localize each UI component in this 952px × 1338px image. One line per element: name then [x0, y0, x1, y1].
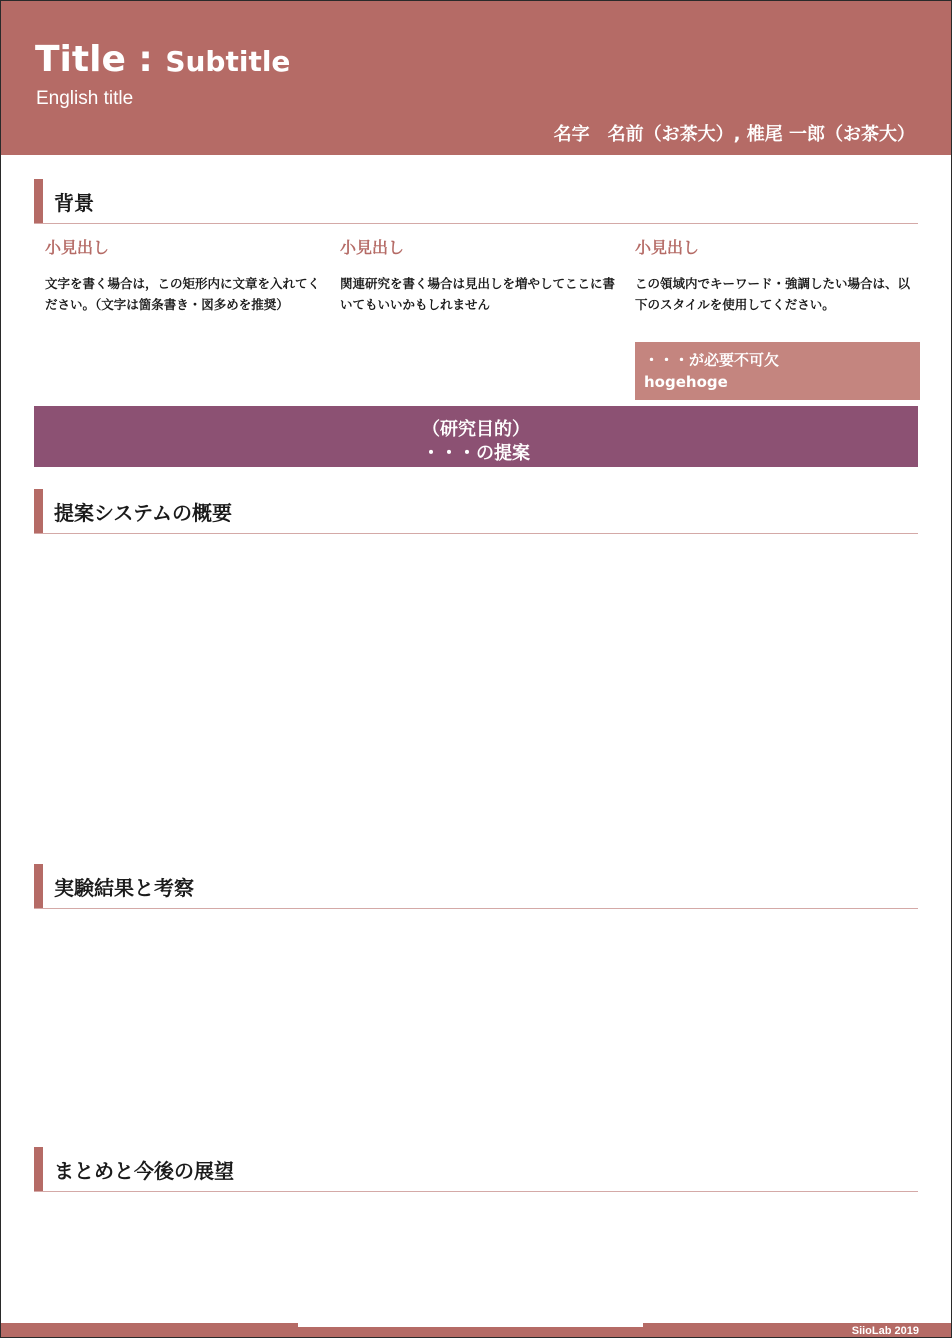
purpose-text: ・・・の提案 — [422, 443, 530, 464]
section-accent-bar — [34, 1147, 43, 1191]
footer-label: SiioLab 2019 — [851, 1325, 919, 1337]
column-subheading: 小見出し — [340, 238, 405, 257]
column-subheading: 小見出し — [45, 238, 110, 257]
english-title: English title — [36, 88, 134, 109]
authors: 名字 名前（お茶大）, 椎尾 一郎（お茶大） — [553, 124, 915, 145]
background-column-1 — [45, 237, 327, 315]
purpose-label: （研究目的） — [422, 419, 530, 440]
keyword-highlight-box — [635, 342, 920, 400]
footer-notch — [298, 1323, 643, 1327]
column-text: 関連研究を書く場合は見出しを増やしてここに書いてもいいかもしれません — [340, 276, 616, 312]
research-purpose-banner — [34, 406, 918, 467]
title-line — [35, 39, 290, 80]
poster-subtitle: Subtitle — [165, 45, 291, 78]
poster-header — [1, 1, 951, 155]
section-heading-conclusion — [34, 1147, 918, 1192]
section-title: 背景 — [54, 191, 94, 215]
background-column-3 — [635, 237, 917, 315]
section-accent-bar — [34, 489, 43, 533]
background-column-2 — [340, 237, 622, 315]
column-subheading: 小見出し — [635, 238, 700, 257]
highlight-line-1: ・・・が必要不可欠 — [644, 351, 780, 369]
section-heading-background — [34, 179, 918, 224]
section-title: まとめと今後の展望 — [54, 1159, 234, 1183]
poster-footer — [1, 1323, 951, 1337]
column-text: 文字を書く場合は，この矩形内に文章を入れてください。（文字は箇条書き・図多めを推奨） — [45, 276, 321, 312]
section-heading-results — [34, 864, 918, 909]
section-heading-overview — [34, 489, 918, 534]
section-title: 実験結果と考察 — [54, 876, 194, 900]
section-accent-bar — [34, 864, 43, 908]
highlight-line-2: hogehoge — [644, 373, 728, 391]
column-text: この領域内でキーワード・強調したい場合は、以下のスタイルを使用してください。 — [635, 276, 911, 312]
poster-title: Title : — [35, 39, 166, 80]
section-accent-bar — [34, 179, 43, 223]
section-title: 提案システムの概要 — [54, 501, 232, 525]
